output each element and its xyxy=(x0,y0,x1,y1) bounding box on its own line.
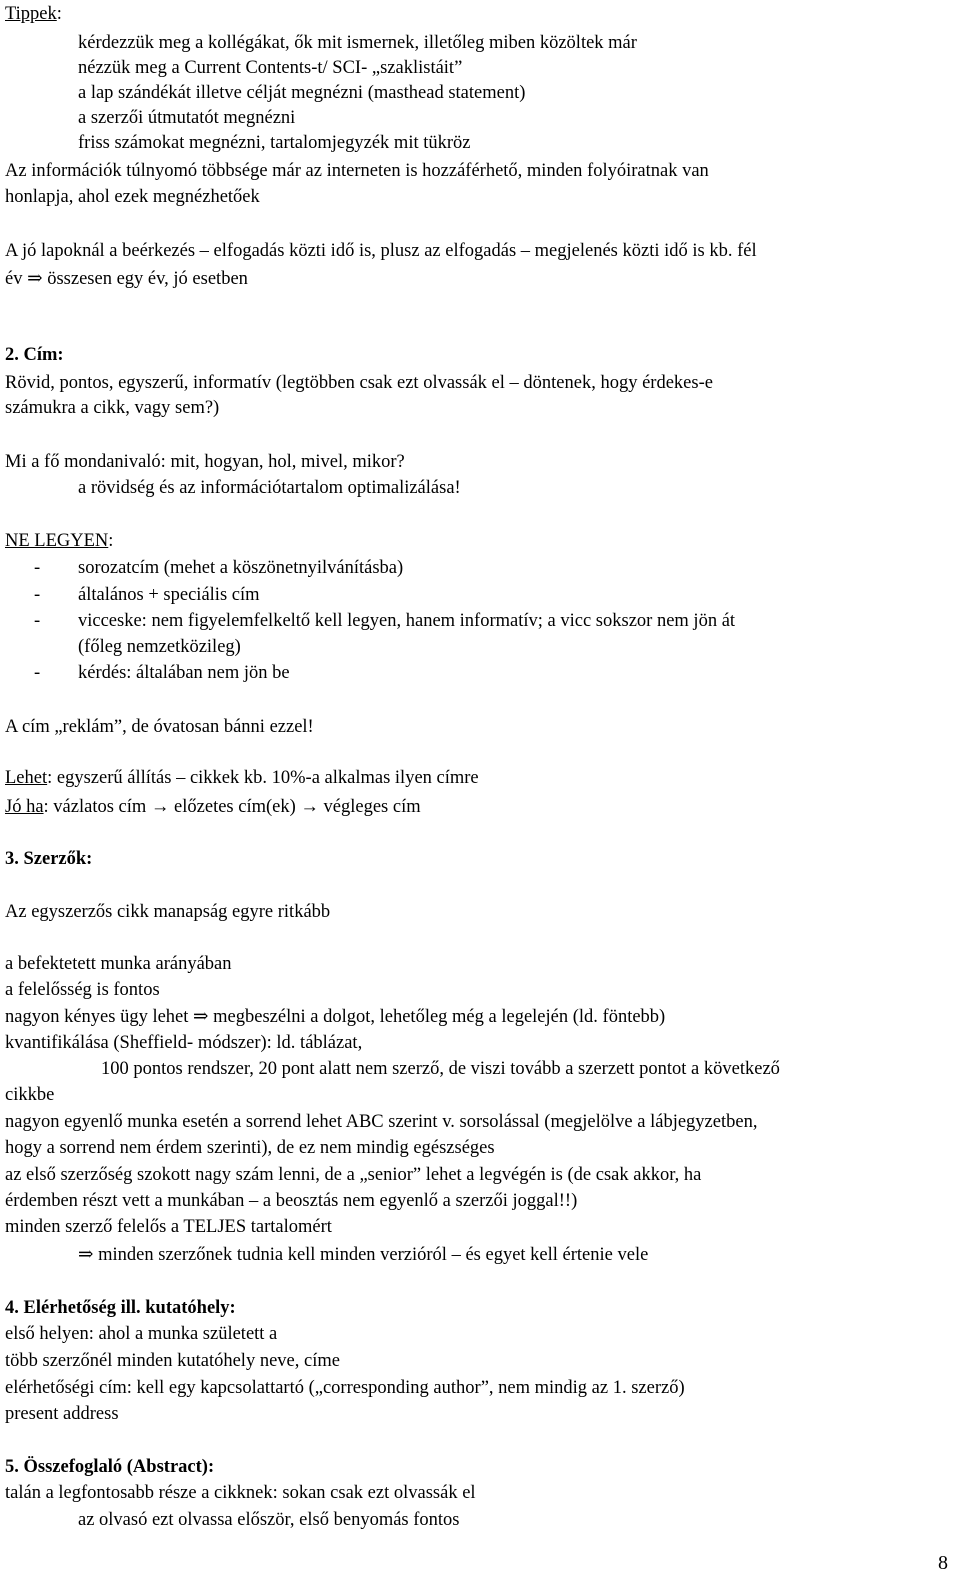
tips-line: Az információk túlnyomó többsége már az interneten is hozzáférhető, minden folyóiratnak van xyxy=(5,161,709,181)
authors-line: nagyon kényes ügy lehet ⇒ megbeszélni a dolgot, lehetőleg még a legelején (ld. föntebb) xyxy=(5,1007,666,1027)
affiliation-line: elérhetőségi cím: kell egy kapcsolattartó („corresponding author”, nem mindig az 1. szerző) xyxy=(5,1378,685,1398)
tips-line: év ⇒ összesen egy év, jó esetben xyxy=(5,269,248,289)
affiliation-line: első helyen: ahol a munka született a xyxy=(5,1324,278,1344)
tips-line: a lap szándékát illetve célját megnézni (masthead statement) xyxy=(78,83,526,103)
list-item: általános + speciális cím xyxy=(78,585,260,605)
list-item: kérdés: általában nem jön be xyxy=(78,663,290,683)
section-heading-abstract: 5. Összefoglaló (Abstract): xyxy=(5,1457,215,1477)
tips-heading: Tippek: xyxy=(5,4,62,24)
lehet-line: Lehet: egyszerű állítás – cikkek kb. 10%-a alkalmas ilyen címre xyxy=(5,768,479,788)
authors-line: érdemben részt vett a munkában – a beosztás nem egyenlő a szerzői joggal!!) xyxy=(5,1191,578,1211)
list-dash: - xyxy=(34,585,41,605)
list-item-continued: (főleg nemzetközileg) xyxy=(78,637,241,657)
tips-line: honlapja, ahol ezek megnézhetőek xyxy=(5,187,260,207)
authors-line: hogy a sorrend nem érdem szerinti), de ez nem mindig egészséges xyxy=(5,1138,495,1158)
title-line: Rövid, pontos, egyszerű, informatív (legtöbben csak ezt olvassák el – döntenek, hogy érdekes-e xyxy=(5,373,713,393)
page-number: 8 xyxy=(938,1552,948,1574)
title-ad-line: A cím „reklám”, de óvatosan bánni ezzel! xyxy=(5,717,314,737)
tips-line: nézzük meg a Current Contents-t/ SCI- „szaklistáit” xyxy=(78,58,463,78)
tips-line: friss számokat megnézni, tartalomjegyzék mit tükröz xyxy=(78,133,471,153)
authors-line: nagyon egyenlő munka esetén a sorrend lehet ABC szerint v. sorsolással (megjelölve a lábjegyzetben, xyxy=(5,1112,758,1132)
tips-line: a szerzői útmutatót megnézni xyxy=(78,108,296,128)
authors-line: minden szerző felelős a TELJES tartalomért xyxy=(5,1217,332,1237)
joha-line: Jó ha: vázlatos cím → előzetes cím(ek) → végleges cím xyxy=(5,797,421,817)
section-heading-title: 2. Cím: xyxy=(5,345,64,365)
authors-line: a felelősség is fontos xyxy=(5,980,160,1000)
list-item: sorozatcím (mehet a köszönetnyilvánításba) xyxy=(78,558,404,578)
not-heading: NE LEGYEN: xyxy=(5,531,114,551)
abstract-line: az olvasó ezt olvassa először, első benyomás fontos xyxy=(78,1510,460,1530)
authors-line: a befektetett munka arányában xyxy=(5,954,232,974)
authors-line: Az egyszerzős cikk manapság egyre ritkább xyxy=(5,902,331,922)
authors-line: kvantifikálása (Sheffield- módszer): ld. táblázat, xyxy=(5,1033,363,1053)
affiliation-line: present address xyxy=(5,1404,119,1424)
list-item: vicceske: nem figyelemfelkeltő kell legyen, hanem informatív; a vicc sokszor nem jön át xyxy=(78,611,736,631)
title-line: a rövidség és az információtartalom optimalizálása! xyxy=(78,478,461,498)
section-heading-affiliation: 4. Elérhetőség ill. kutatóhely: xyxy=(5,1298,236,1318)
affiliation-line: több szerzőnél minden kutatóhely neve, címe xyxy=(5,1351,340,1371)
authors-line: az első szerzőség szokott nagy szám lenni, de a „senior” lehet a legvégén is (de csak akkor, ha xyxy=(5,1165,702,1185)
title-line: Mi a fő mondanivaló: mit, hogyan, hol, mivel, mikor? xyxy=(5,452,405,472)
authors-line: ⇒ minden szerzőnek tudnia kell minden verzióról – és egyet kell értenie vele xyxy=(78,1245,649,1265)
authors-line: cikkbe xyxy=(5,1085,55,1105)
tips-line: A jó lapoknál a beérkezés – elfogadás közti idő is, plusz az elfogadás – megjelenés közti idő is kb. fél xyxy=(5,241,757,261)
authors-line: 100 pontos rendszer, 20 pont alatt nem szerző, de viszi tovább a szerzett pontot a következő xyxy=(101,1059,780,1079)
list-dash: - xyxy=(34,611,41,631)
list-dash: - xyxy=(34,558,41,578)
abstract-line: talán a legfontosabb része a cikknek: sokan csak ezt olvassák el xyxy=(5,1483,476,1503)
section-heading-authors: 3. Szerzők: xyxy=(5,849,93,869)
tips-line: kérdezzük meg a kollégákat, ők mit ismernek, illetőleg miben közöltek már xyxy=(78,33,637,53)
list-dash: - xyxy=(34,663,41,683)
title-line: számukra a cikk, vagy sem?) xyxy=(5,398,220,418)
